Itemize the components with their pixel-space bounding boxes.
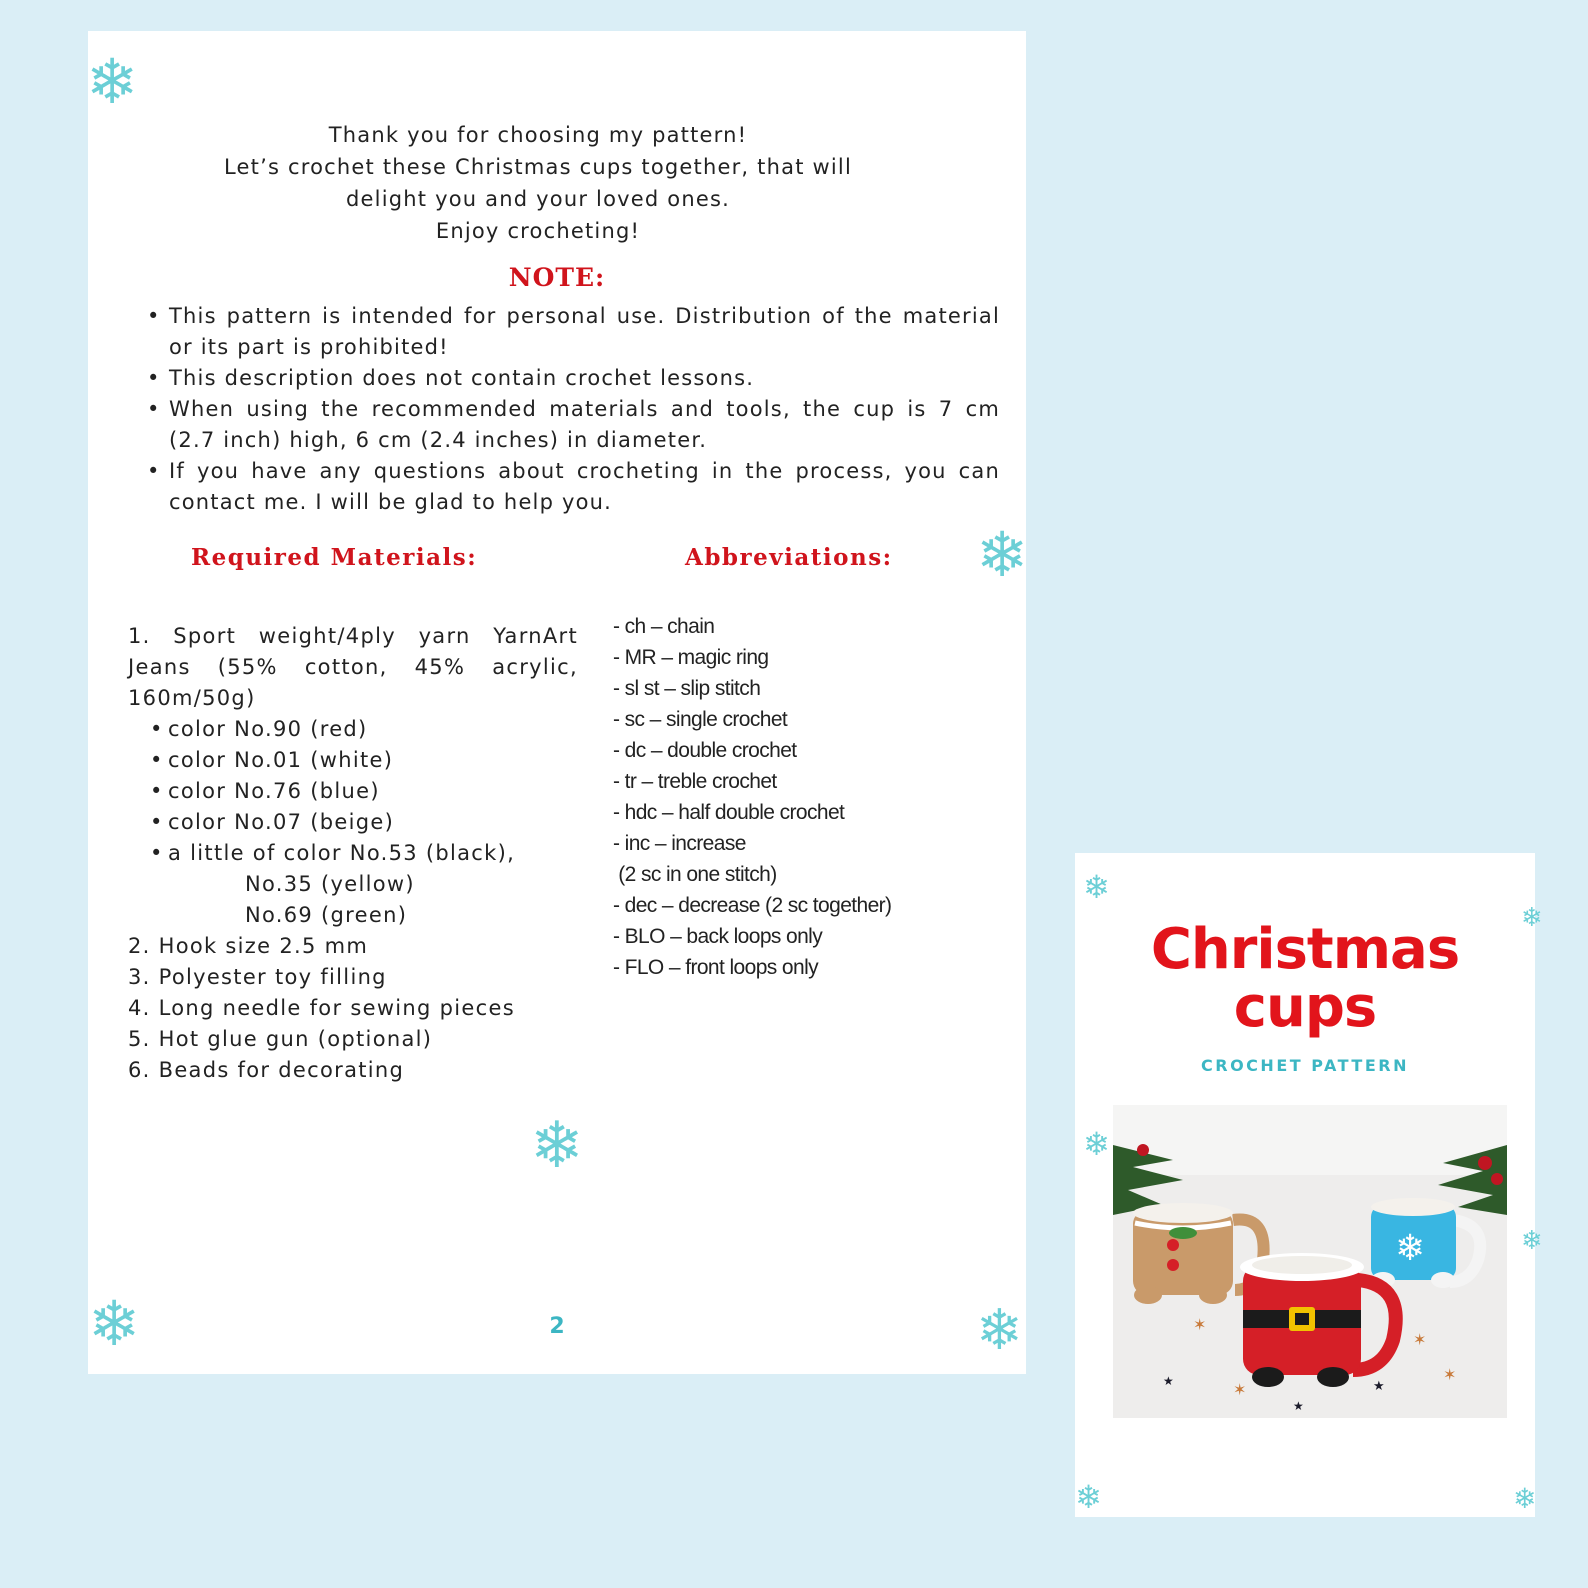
snowflake-icon: ❄ [976,1298,1023,1363]
yarn-color: • color No.90 (red) [150,714,578,745]
materials-item: 5. Hot glue gun (optional) [128,1027,433,1051]
svg-text:✶: ✶ [1233,1380,1247,1399]
abbreviation-item: - FLO – front loops only [613,956,819,979]
abbreviation-item: - ch – chain [613,615,715,638]
abbreviations-heading: Abbreviations: [685,544,893,571]
svg-text:✶: ✶ [1413,1330,1427,1349]
cover-page [1075,853,1543,1517]
materials-item: 6. Beads for decorating [128,1058,405,1082]
pattern-page [88,31,1026,1374]
note-item: • If you have any questions about crocheting in the process, you can contact me. I will be glad to help you. [145,456,1000,518]
snowflake-icon: ❄ [88,1287,140,1360]
abbreviation-item: - MR – magic ring [613,646,769,669]
snowflake-icon: ❄ [1083,868,1110,906]
materials-item: 1. Sport weight/4ply yarn YarnArt Jeans (55% cotton, 45% acrylic, 160m/50g) [128,624,578,710]
abbreviation-item: (2 sc in one stitch) [613,863,777,886]
cover-title [1075,917,1535,1040]
abbreviation-item: - hdc – half double crochet [613,801,845,824]
note-item: • When using the recommended materials and tools, the cup is 7 cm (2.7 inch) high, 6 cm (2.4 inches) in diameter. [145,394,1000,456]
note-heading: NOTE: [508,263,606,292]
snowflake-icon: ❄ [1083,1125,1110,1163]
materials-list [128,621,578,1086]
materials-item: 2. Hook size 2.5 mm [128,934,369,958]
snowflake-icon: ❄ [976,518,1028,591]
intro-line: Let’s crochet these Christmas cups together, that will [224,155,852,179]
cover-title-line: Christmas [1150,917,1460,982]
svg-text:★: ★ [1373,1379,1385,1394]
abbreviation-item: - inc – increase [613,832,746,855]
snowflake-icon: ❄ [86,45,138,118]
note-item: • This pattern is intended for personal use. Distribution of the material or its part is prohibited! [145,301,1000,363]
cover-title-line: cups [1233,975,1377,1040]
yarn-color: • color No.76 (blue) [150,776,578,807]
abbreviation-item: - dc – double crochet [613,739,797,762]
intro-line: Enjoy crocheting! [435,219,641,243]
yarn-color-extra: No.69 (green) [245,903,408,927]
materials-item: 3. Polyester toy filling [128,965,387,989]
abbreviation-item: - BLO – back loops only [613,925,823,948]
abbreviation-item: - sl st – slip stitch [613,677,761,700]
abbreviation-item: - sc – single crochet [613,708,788,731]
intro-text [188,119,888,247]
page-number: 2 [549,1314,565,1339]
snowflake-icon: ❄ [1521,1226,1543,1256]
yarn-color-extra: No.35 (yellow) [245,872,415,896]
abbreviation-item: - tr – treble crochet [613,770,777,793]
svg-text:❄: ❄ [1395,1228,1426,1269]
cover-subtitle: CROCHET PATTERN [1201,1056,1409,1075]
svg-text:★: ★ [1293,1399,1304,1413]
snowflake-icon: ❄ [530,1109,584,1183]
snowflake-icon: ❄ [1075,1478,1102,1516]
yarn-color: • color No.07 (beige) [150,807,578,838]
note-list [145,301,1000,518]
note-item: • This description does not contain crochet lessons. [145,363,1000,394]
intro-line: Thank you for choosing my pattern! [328,123,748,147]
cover-photo [1113,1105,1507,1418]
crochet-cups-illustration [1113,1105,1507,1418]
svg-text:✶: ✶ [1193,1315,1207,1334]
snowflake-icon: ❄ [1521,903,1543,933]
materials-heading: Required Materials: [191,544,478,571]
intro-line: delight you and your loved ones. [346,187,730,211]
abbreviations-list [613,611,993,983]
svg-text:✶: ✶ [1443,1365,1457,1384]
yarn-color: • color No.01 (white) [150,745,578,776]
materials-item: 4. Long needle for sewing pieces [128,996,515,1020]
yarn-color-list [128,714,578,869]
snowflake-icon: ❄ [1513,1482,1537,1515]
svg-text:★: ★ [1163,1374,1174,1388]
abbreviation-item: - dec – decrease (2 sc together) [613,894,892,917]
yarn-color: • a little of color No.53 (black), [150,838,578,869]
